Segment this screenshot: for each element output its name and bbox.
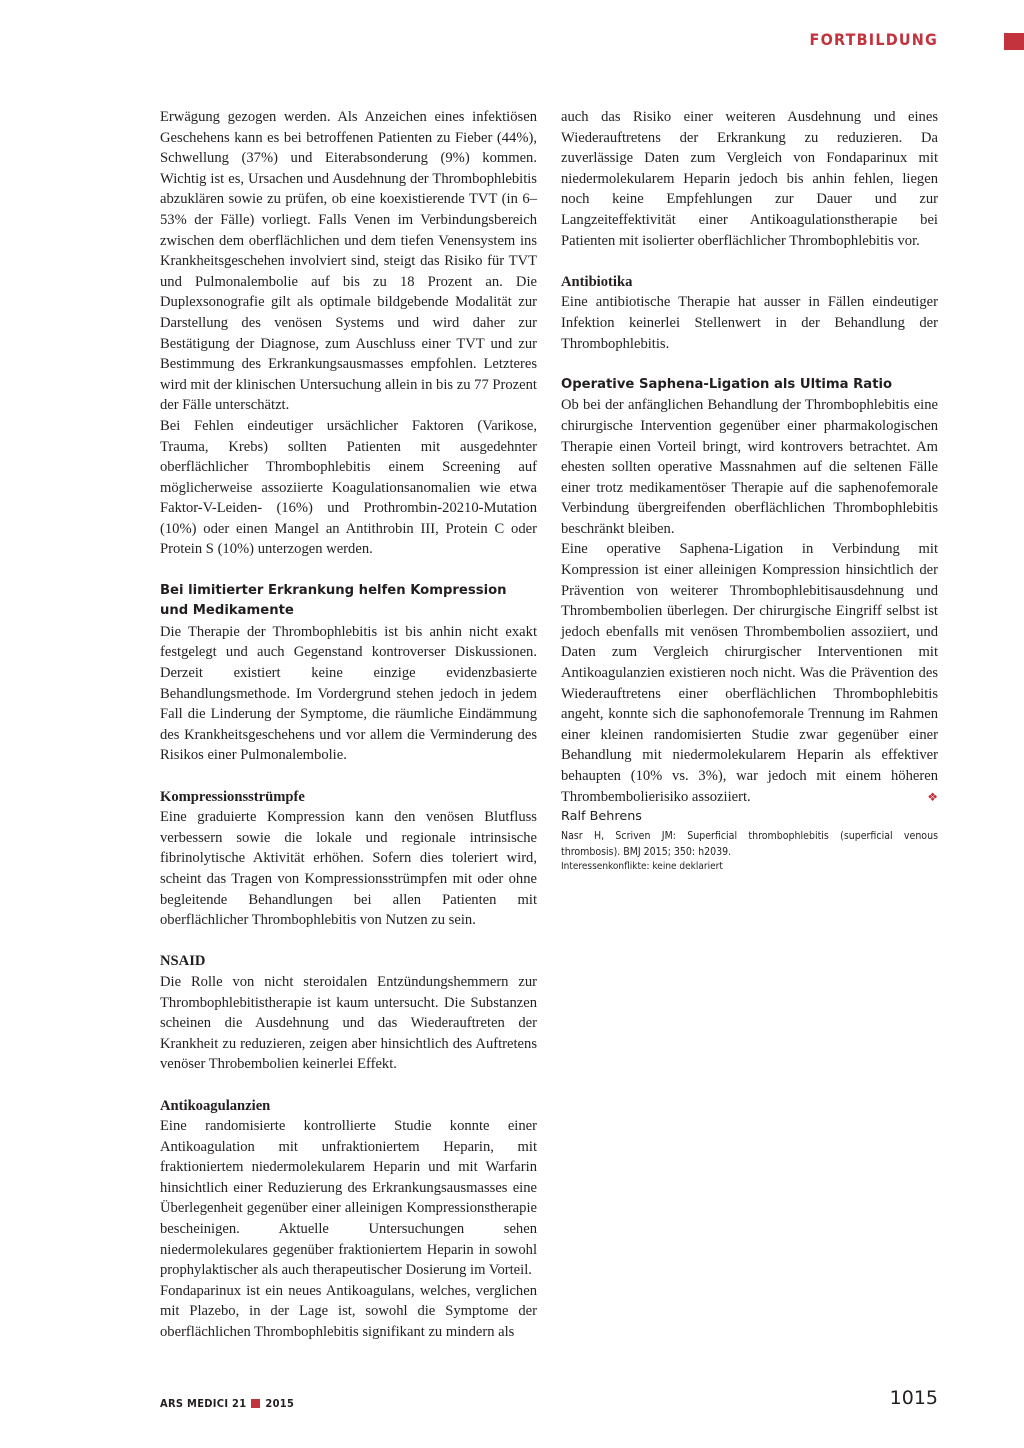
author-name: Ralf Behrens [561,809,642,825]
therapy-heading-line2: und Medikamente [160,603,294,619]
therapy-heading [160,581,537,622]
journal-name: ARS MEDICI 21 [160,1397,247,1410]
intro-paragraph-1: Erwägung gezogen werden. Als Anzeichen eines infektiösen Geschehens kann es bei betroffenen Patienten zu Fieber (44%), Schwellung (37%) und Eiterabsonderung (9%) kommen. Wichtig ist es, Ursachen und Ausdehnung der Thrombophlebitis abzuklären sowie zu prüfen, ob eine koexistierende TVT (in 6–53% der Fälle) vorliegt. Falls Venen im Verbindungsbereich zwischen dem oberflächlichen und dem tiefen Venensystem ins Krankheitsgeschehen involviert sind, steigt das Risiko für TVT und Pulmonalembolie auf bis zu 18 Prozent an. Die Duplexsonografie gilt als optimale bildgebende Modalität zur Darstellung des venösen Systems und wird daher zur Bestätigung der Diagnose, zum Auschluss einer TVT und zur Bestimmung des Erkrankungsausmasses empfohlen. Letzteres wird mit der klinischen Untersuchung allein in bis zu 77 Prozent der Fälle unterschätzt. [160,109,537,414]
anticoag-paragraph-2: Fondaparinux ist ein neues Antikoagulans, welches, verglichen mit Plazebo, in der Lage ist, sowohl die Symptome der oberflächlichen Thrombophlebitis signifikant zu mindern als [160,1282,537,1341]
right-column [561,107,938,874]
page-number: 1015 [889,1387,938,1409]
reference: Nasr H, Scriven JM: Superficial thrombophlebitis (superficial venous thrombosis). BMJ 2015; 350: h2039. [561,829,938,858]
surgery-paragraph-1: Ob bei der anfänglichen Behandlung der Thrombophlebitis eine chirurgische Intervention gegenüber einer pharmakologischen Therapie einen Vorteil bringt, wird kontrovers betrachtet. Am ehesten sollten operative Massnahmen auf die seltenen Fälle einer trotz medikamentöser Therapie auf die saphenofemorale Verbindung übergreifenden oberflächlichen Thrombophlebitis beschränkt bleiben. [561,397,938,537]
intro-paragraph-2: Bei Fehlen eindeutiger ursächlicher Faktoren (Varikose, Trauma, Krebs) sollten Patienten mit ausgedehnter oberflächlicher Thrombophlebitis einem Screening auf möglicherweise assoziierte Koagulationsanomalien wie etwa Faktor-V-Leiden- (16%) und Prothrombin-20210-Mutation (10%) oder einen Mangel an Antithrobin III, Protein C oder Protein S (10%) unterzogen werden. [160,417,537,558]
nsaid-paragraph: Die Rolle von nicht steroidalen Entzündungshemmern zur Thrombophlebitistherapie ist kaum untersucht. Die Substanzen scheinen die Ausdehnung und das Wiederauftreten der Krankheit zu reduzieren, zeigen aber hinsichtlich des Auftretens venöser Throbembolien keinerlei Effekt. [160,973,537,1073]
compression-heading: Kompressionsstrümpfe [160,788,305,805]
surgery-paragraph-2 [561,539,938,807]
compression-paragraph: Eine graduierte Kompression kann den venösen Blutfluss verbessern sowie die lokale und regionale intrinsische fibrinolytische Aktivität erhöhen. Sofern dies toleriert wird, scheint das Tragen von Kompressionsstrümpfen mit oder ohne begleitende Behandlungen bei allen Patienten mit oberflächlicher Thrombophlebitis von Nutzen zu sein. [160,809,537,929]
anticoag-paragraph-1: Eine randomisierte kontrollierte Studie konnte einer Antikoagulation mit unfraktioniertem Heparin, mit fraktioniertem niedermolekularem Heparin und mit Warfarin hinsichtlich einer Reduzierung des Erkrankungsausmasses eine Überlegenheit gegenüber einer alleinigen Kompressionstherapie bescheinigen. Aktuelle Untersuchungen sehen niedermolekulares gegenüber fraktioniertem Heparin in sowohl prophylaktischer als auch therapeutischer Dosierung im Vorteil. [160,1118,537,1279]
left-column [160,107,537,1343]
end-of-article-icon: ❖ [927,789,938,804]
therapy-heading-line1: Bei limitierter Erkrankung helfen Kompression [160,582,507,598]
journal-year: 2015 [265,1397,295,1410]
anticoag-heading: Antikoagulanzien [160,1097,271,1114]
continuation-paragraph: auch das Risiko einer weiteren Ausdehnung und eines Wiederauftretens der Erkrankung zu reduzieren. Da zuverlässige Daten zum Vergleich von Fondaparinux mit niedermolekularem Heparin jedoch bis anhin fehlen, liegen noch keine Empfehlungen zur Dauer und zur Langzeiteffektivität einer Antikoagulationstherapie bei Patienten mit isolierter oberflächlicher Thrombophlebitis vor. [561,109,938,249]
conflicts-of-interest: Interessenkonflikte: keine deklariert [561,860,723,872]
antibiotics-heading: Antibiotika [561,273,633,290]
footer-journal [160,1397,294,1410]
therapy-paragraph: Die Therapie der Thrombophlebitis ist bis anhin nicht exakt festgelegt und auch Gegenstand kontroverser Diskussionen. Derzeit existiert keine einzige evidenzbasierte Behandlungsmethode. Im Vordergrund stehen jedoch in jedem Fall die Linderung der Symptome, die räumliche Eindämmung des Krankheitsgeschehens und vor allem die Verminderung des Risikos einer Pulmonalembolie. [160,623,537,764]
surgery-paragraph-2-text: Eine operative Saphena-Ligation in Verbindung mit Kompression ist einer alleinigen Kompression hinsichtlich der Prävention von weiterer Thrombophlebitisausdehnung und Thrombembolien überlegen. Der chirurgische Eingriff selbst ist jedoch ebenfalls mit venösen Thrombembolien assoziiert, und Daten zum Vergleich chirurgischer Interventionen mit Antikoagulanzien existieren noch nicht. Was die Prävention des Wiederauftretens einer oberflächlichen Thrombophlebitis angeht, konnte sich die saphonofemorale Trennung im Rahmen einer kleinen randomisierten Studie zwar gegenüber einer Behandlung mit niedermolekularem Heparin als effektiver behaupten (10% vs. 3%), war jedoch mit einem höheren Thrombembolierisiko assoziiert. [561,541,938,805]
nsaid-heading: NSAID [160,953,206,970]
section-label: FORTBILDUNG [809,30,938,49]
footer-accent-square [251,1399,260,1408]
header-accent-square [1004,33,1024,50]
antibiotics-paragraph: Eine antibiotische Therapie hat ausser in Fällen eindeutiger Infektion keinerlei Stellenwert in der Behandlung der Thrombophlebitis. [561,294,938,352]
surgery-heading: Operative Saphena-Ligation als Ultima Ratio [561,376,893,392]
